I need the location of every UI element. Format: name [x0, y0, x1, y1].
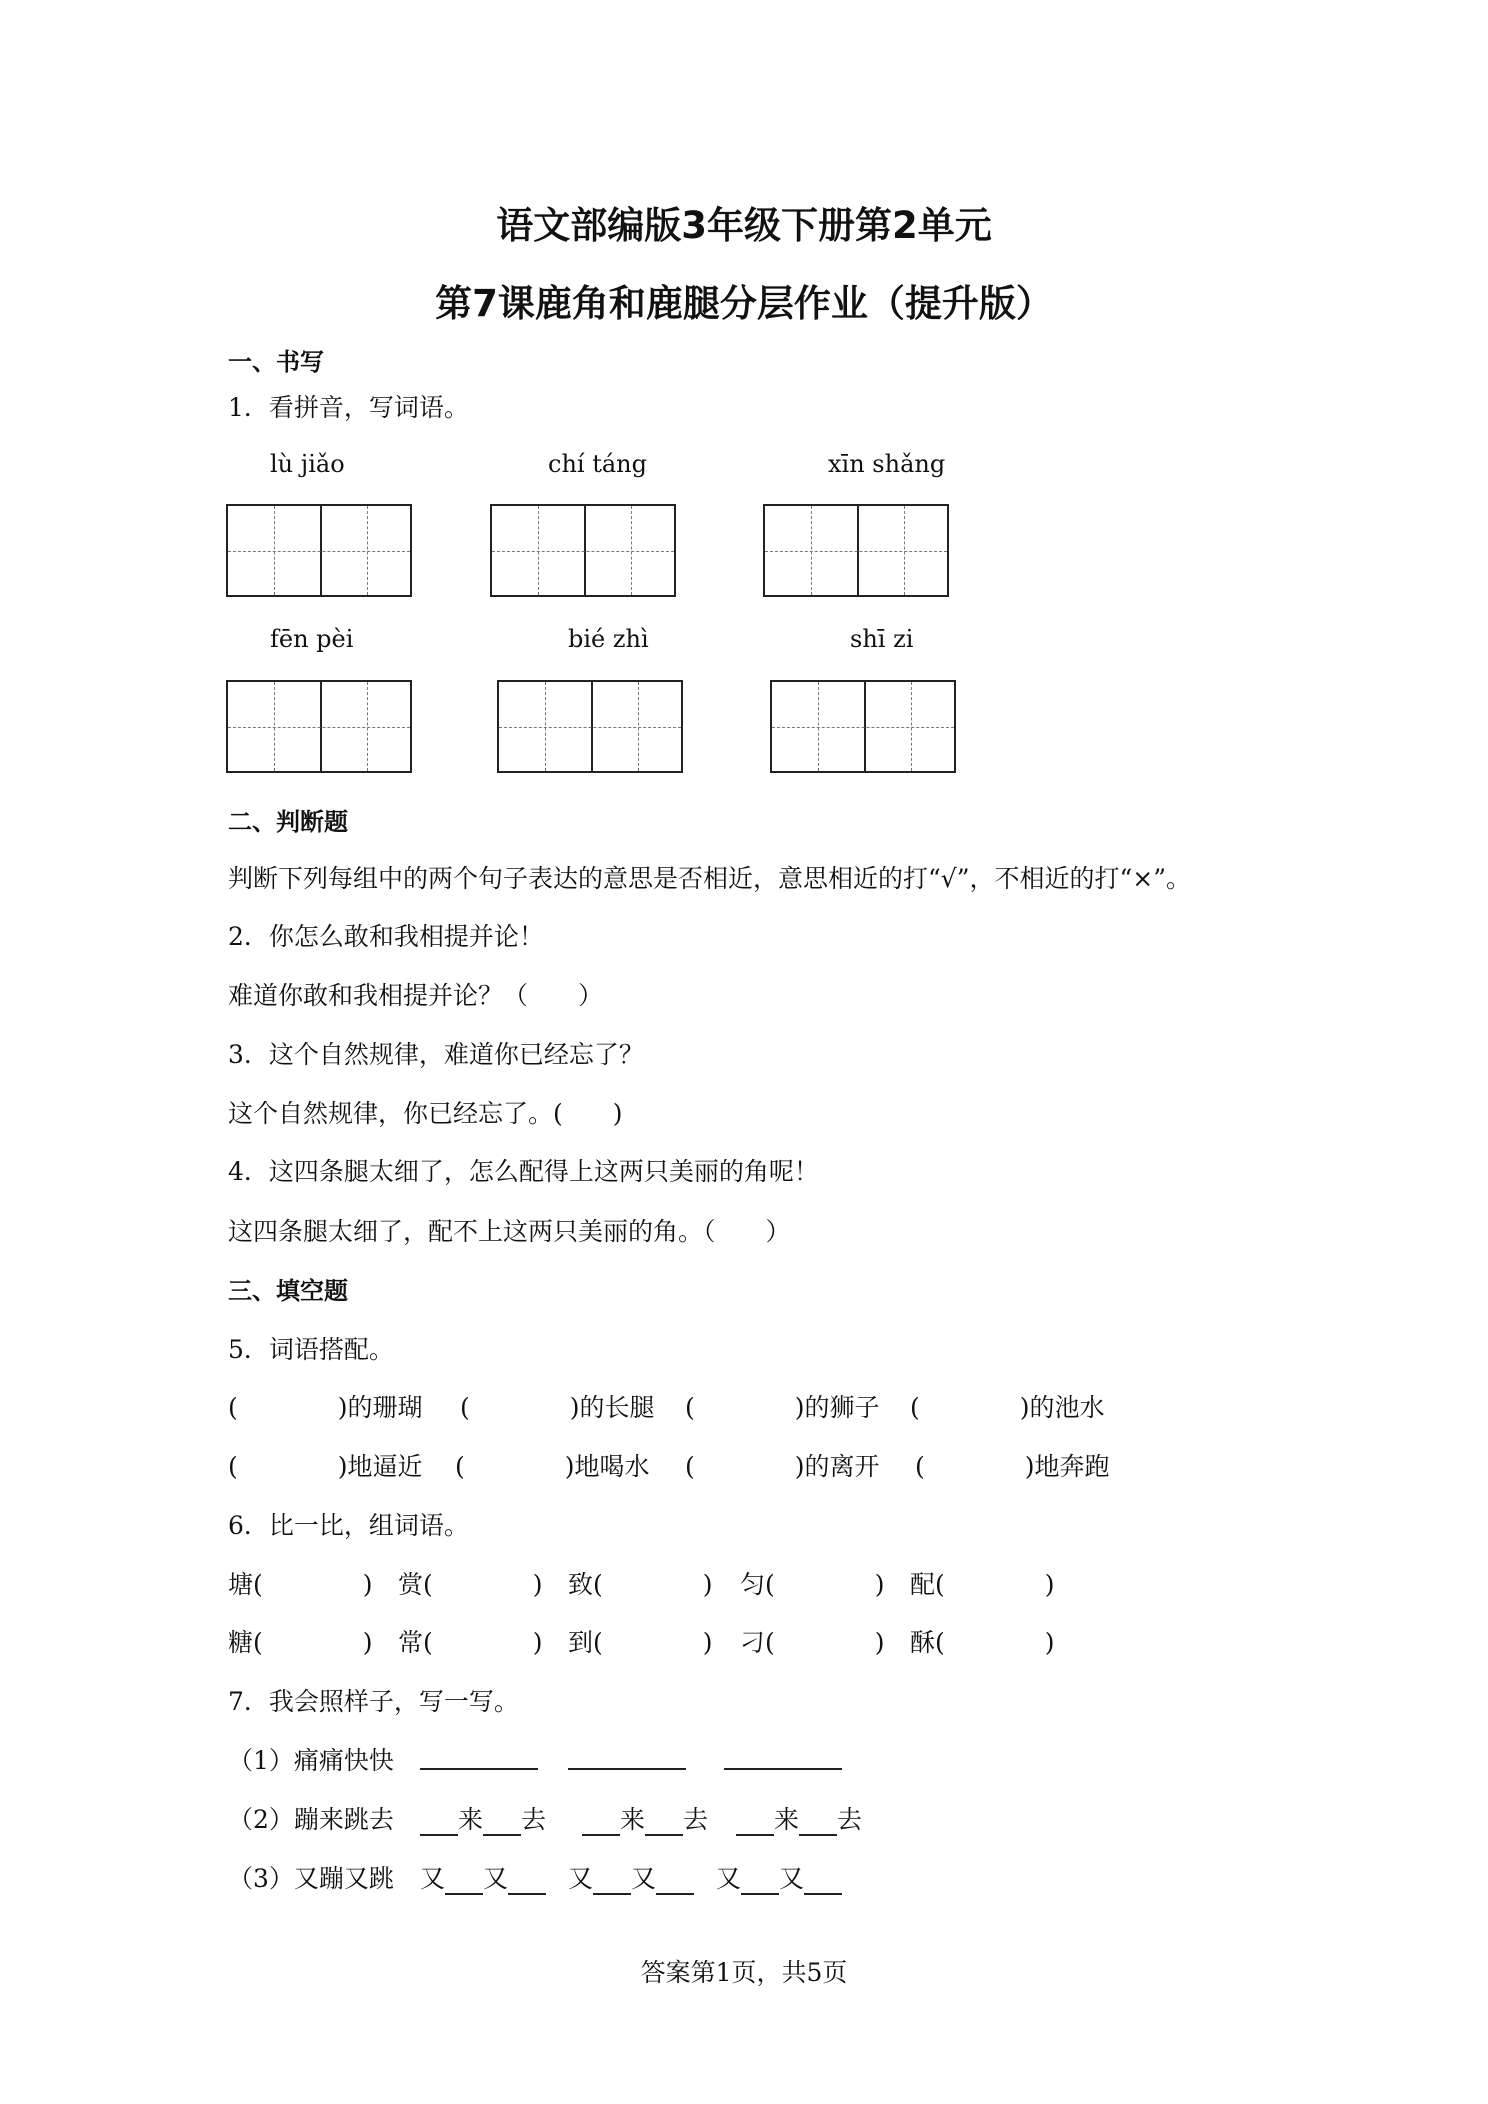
q7-example-2: （2）蹦来跳去: [228, 1805, 394, 1834]
match-item: ( )地逼近: [228, 1452, 423, 1481]
compare-item: 匀( ): [740, 1570, 885, 1599]
section-heading-judgment: 二、判断题: [228, 808, 348, 836]
pattern-you-you: 又 又: [420, 1859, 546, 1895]
match-item: ( )的离开: [685, 1452, 880, 1481]
question-2b: 难道你敢和我相提并论？（ ）: [228, 981, 604, 1010]
match-item: ( )的长腿: [460, 1393, 655, 1422]
match-item: ( )地奔跑: [915, 1452, 1110, 1481]
writing-grid[interactable]: [226, 680, 412, 773]
question-6: 6．比一比，组词语。: [228, 1511, 469, 1540]
answer-blank[interactable]: [445, 1869, 483, 1895]
writing-grid[interactable]: [763, 504, 949, 597]
writing-grid[interactable]: [226, 504, 412, 597]
answer-blank[interactable]: [724, 1744, 842, 1770]
compare-item: 常( ): [398, 1628, 543, 1657]
pattern-lai-qu: 来 去: [582, 1800, 708, 1836]
question-3b: 这个自然规律，你已经忘了。( ): [228, 1099, 623, 1128]
question-4a: 4．这四条腿太细了，怎么配得上这两只美丽的角呢！: [228, 1157, 819, 1186]
compare-item: 致( ): [568, 1570, 713, 1599]
pinyin-6: shī zi: [850, 625, 914, 653]
answer-blank[interactable]: [656, 1869, 694, 1895]
question-7: 7．我会照样子，写一写。: [228, 1687, 519, 1716]
pinyin-3: xīn shǎng: [828, 450, 946, 478]
judgment-instruction: 判断下列每组中的两个句子表达的意思是否相近，意思相近的打“√”，不相近的打“×”。: [228, 864, 1192, 893]
answer-blank[interactable]: [483, 1810, 521, 1836]
compare-item: 糖( ): [228, 1628, 373, 1657]
section-heading-writing: 一、书写: [228, 348, 324, 376]
answer-blank[interactable]: [568, 1744, 686, 1770]
q7-example-1: （1）痛痛快快: [228, 1746, 394, 1775]
pattern-lai-qu: 来 去: [420, 1800, 546, 1836]
question-3a: 3．这个自然规律，难道你已经忘了？: [228, 1040, 644, 1069]
q7-example-3: （3）又蹦又跳: [228, 1864, 394, 1893]
page-footer: 答案第1页，共5页: [640, 1958, 848, 1987]
page-title-line1: 语文部编版3年级下册第2单元: [496, 204, 992, 247]
match-item: ( )的狮子: [685, 1393, 880, 1422]
pinyin-2: chí táng: [548, 450, 647, 478]
answer-blank[interactable]: [420, 1744, 538, 1770]
compare-item: 配( ): [910, 1570, 1055, 1599]
compare-item: 酥( ): [910, 1628, 1055, 1657]
question-1: 1．看拼音，写词语。: [228, 393, 469, 422]
answer-blank[interactable]: [645, 1810, 683, 1836]
writing-grid[interactable]: [490, 504, 676, 597]
answer-blank[interactable]: [799, 1810, 837, 1836]
question-2a: 2．你怎么敢和我相提并论！: [228, 922, 544, 951]
writing-grid[interactable]: [497, 680, 683, 773]
match-item: ( )地喝水: [455, 1452, 650, 1481]
section-heading-fill: 三、填空题: [228, 1277, 348, 1305]
question-5: 5．词语搭配。: [228, 1335, 394, 1364]
page-title-line2: 第7课鹿角和鹿腿分层作业（提升版）: [435, 282, 1053, 325]
compare-item: 赏( ): [398, 1570, 543, 1599]
answer-blank[interactable]: [741, 1869, 779, 1895]
pinyin-4: fēn pèi: [270, 625, 354, 653]
answer-blank[interactable]: [804, 1869, 842, 1895]
match-item: ( )的珊瑚: [228, 1393, 423, 1422]
compare-item: 塘( ): [228, 1570, 373, 1599]
writing-grid[interactable]: [770, 680, 956, 773]
compare-item: 刁( ): [740, 1628, 885, 1657]
pattern-you-you: 又 又: [568, 1859, 694, 1895]
pattern-you-you: 又 又: [716, 1859, 842, 1895]
answer-blank[interactable]: [593, 1869, 631, 1895]
answer-blank[interactable]: [582, 1810, 620, 1836]
answer-blank[interactable]: [508, 1869, 546, 1895]
pinyin-5: bié zhì: [568, 625, 649, 653]
answer-blank[interactable]: [736, 1810, 774, 1836]
compare-item: 到( ): [568, 1628, 713, 1657]
pinyin-1: lù jiǎo: [270, 450, 345, 478]
question-4b: 这四条腿太细了，配不上这两只美丽的角。（ ）: [228, 1217, 791, 1246]
answer-blank[interactable]: [420, 1810, 458, 1836]
match-item: ( )的池水: [910, 1393, 1105, 1422]
pattern-lai-qu: 来 去: [736, 1800, 862, 1836]
